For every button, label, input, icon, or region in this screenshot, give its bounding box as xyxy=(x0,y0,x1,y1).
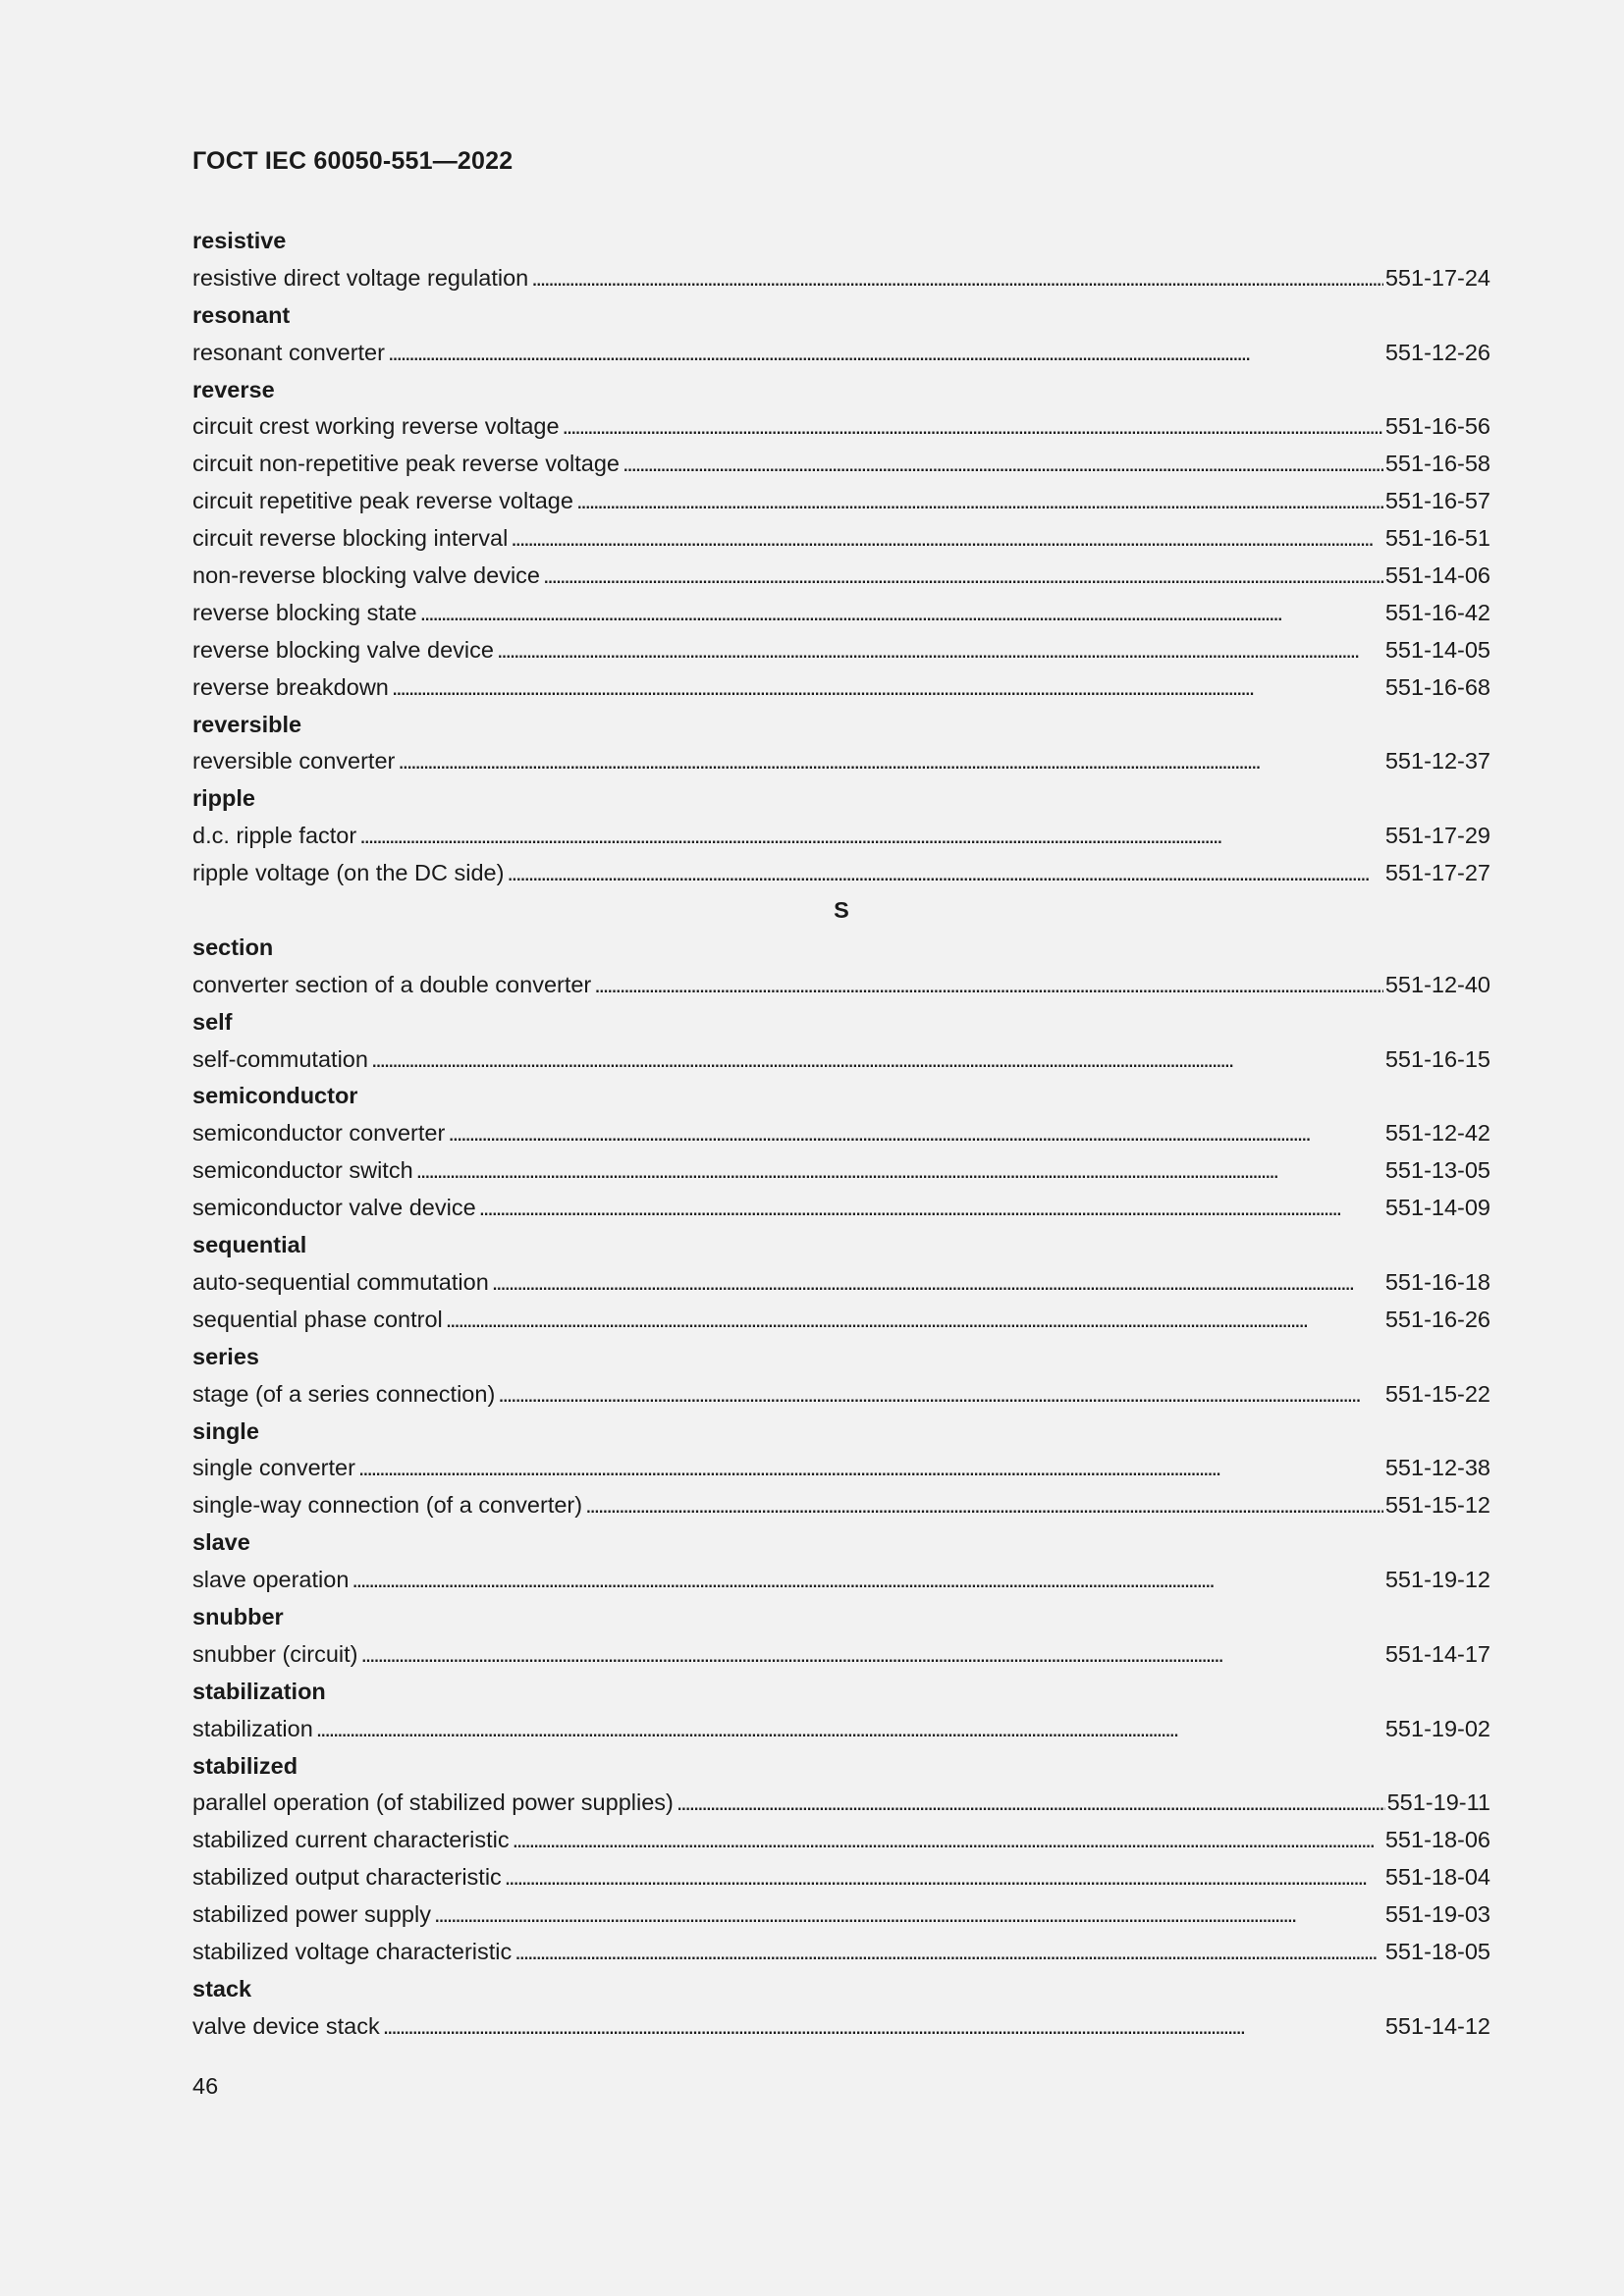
index-entry-term: semiconductor switch xyxy=(192,1157,413,1184)
index-entry-term: reverse breakdown xyxy=(192,673,389,700)
index-entry xyxy=(192,1187,1490,1224)
index-entry xyxy=(192,1708,1490,1745)
index-entry-term: stabilized power supply xyxy=(192,1901,431,1928)
index-entry-term: self-commutation xyxy=(192,1045,368,1072)
page-number: 46 xyxy=(192,2073,219,2099)
index-entry-term: d.c. ripple factor xyxy=(192,823,357,849)
index-entry xyxy=(192,1819,1490,1856)
index-entry xyxy=(192,555,1490,592)
index-heading: stabilization xyxy=(192,1678,326,1704)
document-header: ГОСТ IEC 60050-551—2022 xyxy=(192,147,514,175)
dot-leader xyxy=(352,1559,1382,1600)
dot-leader xyxy=(479,1187,1383,1228)
index-heading: reverse xyxy=(192,376,275,402)
index-entry-term: circuit repetitive peak reverse voltage xyxy=(192,488,573,514)
dot-leader xyxy=(446,1299,1383,1340)
index-entry-reference: 551-17-27 xyxy=(1384,860,1490,886)
index-entry xyxy=(192,1782,1490,1819)
dot-leader xyxy=(359,815,1383,856)
index-entry-term: resistive direct voltage regulation xyxy=(192,264,529,291)
dot-leader xyxy=(434,1894,1383,1935)
index-entry xyxy=(192,1373,1490,1411)
index-entry xyxy=(192,1299,1490,1336)
index-entry-reference: 551-14-05 xyxy=(1384,636,1490,663)
index-entry xyxy=(192,1633,1490,1671)
index-entry-reference: 551-18-06 xyxy=(1384,1827,1490,1853)
index-entry-reference: 551-19-11 xyxy=(1386,1789,1490,1816)
index-entry-reference: 551-16-51 xyxy=(1384,525,1490,552)
index-entry-term: single converter xyxy=(192,1455,355,1481)
index-entry-term: single-way connection (of a converter) xyxy=(192,1492,583,1519)
index-entry-term: resonant converter xyxy=(192,339,385,365)
index-entry-term: ripple voltage (on the DC side) xyxy=(192,860,505,886)
index-entry-term: circuit reverse blocking interval xyxy=(192,525,509,552)
index-entry xyxy=(192,1039,1490,1076)
index-heading: slave xyxy=(192,1529,250,1556)
index-entry xyxy=(192,629,1490,667)
index-entry xyxy=(192,740,1490,777)
dot-leader xyxy=(623,443,1383,484)
index-entry-reference: 551-18-04 xyxy=(1384,1864,1490,1891)
index-entry-reference: 551-14-09 xyxy=(1384,1195,1490,1221)
index-entry-term: non-reverse blocking valve device xyxy=(192,562,540,589)
index-entry-reference: 551-16-15 xyxy=(1384,1045,1490,1072)
index-entry-term: slave operation xyxy=(192,1567,350,1593)
index-letter-divider: S xyxy=(834,897,849,924)
index-entry-reference: 551-14-06 xyxy=(1384,562,1490,589)
index-heading: self xyxy=(192,1008,233,1035)
dot-leader xyxy=(513,1819,1383,1860)
dot-leader xyxy=(497,629,1383,670)
index-entry-reference: 551-12-38 xyxy=(1384,1455,1490,1481)
index-entry-term: reverse blocking valve device xyxy=(192,636,494,663)
index-heading: stack xyxy=(192,1975,252,2002)
dot-leader xyxy=(383,2005,1383,2047)
index-heading: semiconductor xyxy=(192,1083,358,1109)
dot-leader xyxy=(505,1856,1383,1897)
index-entry-reference: 551-16-26 xyxy=(1384,1306,1490,1332)
index-entry xyxy=(192,815,1490,852)
dot-leader xyxy=(531,257,1383,298)
dot-leader xyxy=(576,480,1383,521)
index-entry xyxy=(192,1484,1490,1522)
index-entry-reference: 551-16-68 xyxy=(1384,673,1490,700)
index-entry-reference: 551-13-05 xyxy=(1384,1157,1490,1184)
index-entry xyxy=(192,1931,1490,1968)
index-heading: sequential xyxy=(192,1232,307,1258)
index-entry xyxy=(192,1112,1490,1149)
dot-leader xyxy=(360,1633,1382,1675)
index-entry xyxy=(192,1894,1490,1931)
index-entry-term: circuit non-repetitive peak reverse voltage xyxy=(192,451,620,477)
index-entry-reference: 551-16-57 xyxy=(1384,488,1490,514)
index-entry-reference: 551-18-05 xyxy=(1384,1938,1490,1964)
dot-leader xyxy=(507,852,1382,893)
index-entry-reference: 551-16-18 xyxy=(1384,1268,1490,1295)
index-heading: resonant xyxy=(192,301,291,328)
dot-leader xyxy=(416,1149,1383,1191)
dot-leader xyxy=(371,1039,1383,1080)
index-entry xyxy=(192,332,1490,369)
index-entry xyxy=(192,1559,1490,1596)
index-entry-reference: 551-15-22 xyxy=(1384,1380,1490,1407)
dot-leader xyxy=(448,1112,1383,1153)
dot-leader xyxy=(514,1931,1383,1972)
index-entry xyxy=(192,1149,1490,1187)
index-entry xyxy=(192,1447,1490,1484)
index-heading: section xyxy=(192,934,274,960)
index-entry xyxy=(192,852,1490,889)
index-entry-reference: 551-12-40 xyxy=(1384,971,1490,997)
index-entry xyxy=(192,592,1490,629)
dot-leader xyxy=(677,1782,1385,1823)
index-entry-reference: 551-19-12 xyxy=(1384,1567,1490,1593)
index-entry-reference: 551-17-24 xyxy=(1384,264,1490,291)
index-entry xyxy=(192,1856,1490,1894)
dot-leader xyxy=(543,555,1383,596)
index-entry-reference: 551-19-02 xyxy=(1384,1715,1490,1741)
index-entry-term: auto-sequential commutation xyxy=(192,1268,489,1295)
index-entry-reference: 551-14-12 xyxy=(1384,2012,1490,2039)
index-entry xyxy=(192,667,1490,704)
index-entry-reference: 551-12-26 xyxy=(1384,339,1490,365)
index-entry-term: parallel operation (of stabilized power supplies) xyxy=(192,1789,674,1816)
index-entry-term: semiconductor converter xyxy=(192,1120,446,1147)
index-entry-reference: 551-16-42 xyxy=(1384,599,1490,625)
index-entry xyxy=(192,517,1490,555)
index-entry-term: stabilized voltage characteristic xyxy=(192,1938,513,1964)
index-entry xyxy=(192,257,1490,294)
index-entry-reference: 551-12-37 xyxy=(1384,748,1490,774)
index-entry-reference: 551-12-42 xyxy=(1384,1120,1490,1147)
dot-leader xyxy=(492,1261,1383,1303)
dot-leader xyxy=(398,740,1383,781)
index-heading: stabilized xyxy=(192,1752,298,1779)
index-entry-term: valve device stack xyxy=(192,2012,380,2039)
index-heading: reversible xyxy=(192,711,302,737)
index-heading: single xyxy=(192,1417,259,1444)
index-entry-reference: 551-14-17 xyxy=(1384,1640,1490,1667)
index-entry xyxy=(192,443,1490,480)
index-entry-term: converter section of a double converter xyxy=(192,971,592,997)
index-entry-term: stabilized output characteristic xyxy=(192,1864,502,1891)
dot-leader xyxy=(563,405,1383,447)
dot-leader xyxy=(358,1447,1383,1488)
dot-leader xyxy=(585,1484,1383,1525)
dot-leader xyxy=(498,1373,1383,1415)
index-heading: ripple xyxy=(192,785,255,812)
index-entry xyxy=(192,1261,1490,1299)
index-heading: snubber xyxy=(192,1603,284,1629)
dot-leader xyxy=(316,1708,1383,1749)
index-entry xyxy=(192,405,1490,443)
index-entry-reference: 551-15-12 xyxy=(1384,1492,1490,1519)
index-entry xyxy=(192,2005,1490,2043)
index-entry-term: sequential phase control xyxy=(192,1306,443,1332)
index-entry-term: stabilized current characteristic xyxy=(192,1827,510,1853)
index-entry-reference: 551-17-29 xyxy=(1384,823,1490,849)
index-entry-term: stage (of a series connection) xyxy=(192,1380,496,1407)
terms-index xyxy=(192,220,1490,2043)
index-entry-term: reversible converter xyxy=(192,748,396,774)
dot-leader xyxy=(392,667,1383,708)
index-entry-term: snubber (circuit) xyxy=(192,1640,358,1667)
index-entry-reference: 551-19-03 xyxy=(1384,1901,1490,1928)
dot-leader xyxy=(594,964,1383,1005)
document-page xyxy=(192,0,1490,2296)
index-heading: series xyxy=(192,1343,259,1369)
index-entry xyxy=(192,964,1490,1001)
index-entry xyxy=(192,480,1490,517)
index-entry-reference: 551-16-58 xyxy=(1384,451,1490,477)
dot-leader xyxy=(388,332,1383,373)
dot-leader xyxy=(511,517,1383,559)
dot-leader xyxy=(420,592,1383,633)
index-entry-term: semiconductor valve device xyxy=(192,1195,476,1221)
index-entry-term: circuit crest working reverse voltage xyxy=(192,413,560,440)
index-heading: resistive xyxy=(192,228,287,253)
index-entry-reference: 551-16-56 xyxy=(1384,413,1490,440)
index-entry-term: stabilization xyxy=(192,1715,313,1741)
index-entry-term: reverse blocking state xyxy=(192,599,417,625)
